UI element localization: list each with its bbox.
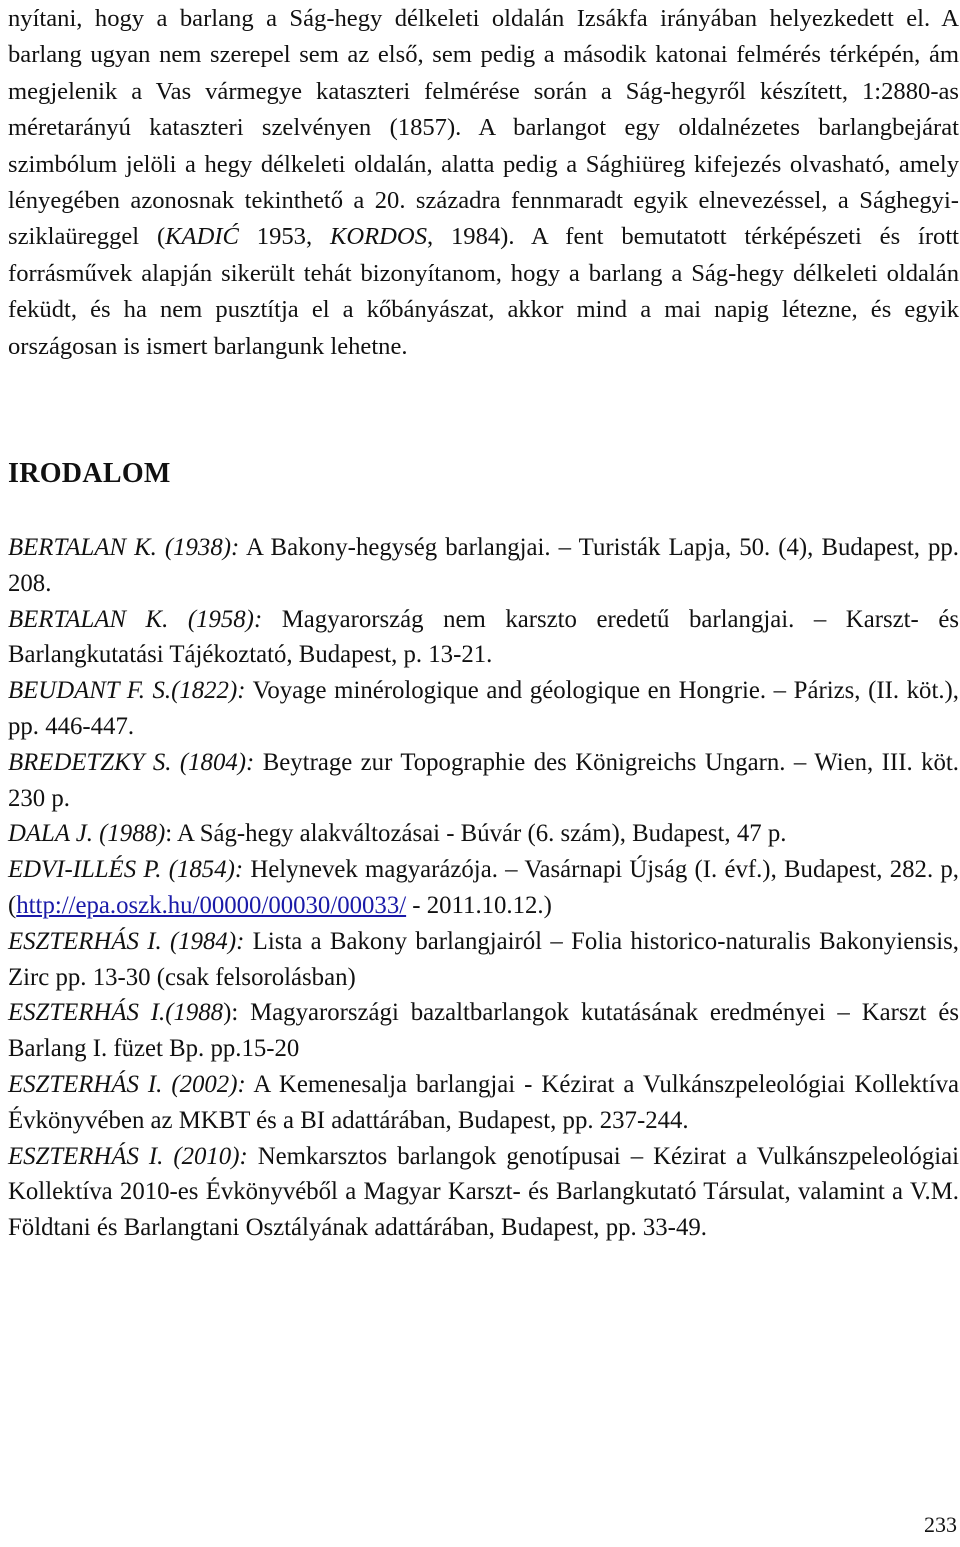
section-heading: IRODALOM — [8, 458, 171, 489]
reference-text: Helynevek magyarázója. – Vasárnapi Újság (I. évf.), Budapest, 282. p, ( — [8, 856, 960, 919]
reference-author: BERTALAN K. (1958): — [8, 605, 263, 633]
body-text-part: 1953, — [238, 223, 330, 251]
reference-author: BERTALAN K. (1938): — [8, 534, 240, 561]
page-number: 233 — [924, 1512, 957, 1537]
reference-author: ESZTERHÁS I. (2002): — [8, 1070, 246, 1098]
reference-text: Nemkarsztos barlangok genotípusai – Kézirat a Vulkánszpeleológiai Kollektíva 2010-es Évkönyvéből a Magyar Karszt- és Barlangkutató Társulat, valamint a V.M. Földtani és Barlangtani Osztályának adattárában, Budapest, pp. 33-49. — [8, 1142, 959, 1242]
reference-text: Lista a Bakony barlangjairól – Folia historico-naturalis Bakonyiensis, Zirc pp. 13-30 (csak felsorolásban) — [8, 927, 959, 991]
body-paragraph — [8, 0, 959, 365]
reference-text: - 2011.10.12.) — [406, 891, 552, 919]
reference-item — [8, 673, 959, 745]
body-text-part: , 1984). A fent bemutatott térképészeti és írott forrásművek alapján sikerült tehát bizonyítanom, hogy a barlang a Ság-hegy délkeleti oldalán feküdt, és ha nem pusztítja el a kőbányászat, akkor mind a mai napig létezne, és egyik országosan is ismert barlangunk lehetne. — [8, 223, 959, 360]
citation-author: KADIĆ — [165, 223, 239, 251]
reference-link[interactable]: http://epa.oszk.hu/00000/00030/00033/ — [16, 891, 407, 919]
reference-author: ESZTERHÁS I.(1988 — [8, 999, 224, 1027]
reference-text: Magyarország nem karszto eredetű barlangjai. – Karszt- és Barlangkutatási Tájékoztató, Budapest, p. 13-21. — [8, 605, 959, 669]
reference-author: BEUDANT F. S.(1822): — [8, 677, 246, 705]
reference-item — [8, 745, 959, 817]
reference-author: EDVI-ILLÉS P. (1854): — [8, 856, 244, 884]
reference-author: DALA J. (1988) — [8, 820, 166, 848]
reference-item — [8, 852, 959, 924]
reference-author: BREDETZKY S. (1804): — [8, 748, 255, 776]
reference-item — [8, 530, 959, 602]
citation-author: KORDOS — [329, 223, 427, 251]
reference-text: A Kemenesalja barlangjai - Kézirat a Vulkánszpeleológiai Kollektíva Évkönyvében az MKBT és a BI adattárában, Budapest, pp. 237-244. — [8, 1070, 959, 1134]
body-text-part: nyítani, hogy a barlang a Ság-hegy délkeleti oldalán Izsákfa irányában helyezkedett el. A barlang ugyan nem szerepel sem az első, sem pedig a második katonai felmérés térképén, ám megjelenik a Vas vármegye kataszteri felmérése során a Ság-hegyről készített, 1:2880-as méretarányú kataszteri szelvényen (1857). A barlangot egy oldalnézetes barlangbejárat szimbólum jelöli a hegy délkeleti oldalán, alatta pedig a Sághiüreg kifejezés olvasható, amely lényegében azonosnak tekinthető a 20. századra fennmaradt egyik elnevezéssel, a Sághegyi-sziklaüreggel ( — [8, 5, 959, 251]
reference-text: : A Ság-hegy alakváltozásai - Búvár (6. szám), Budapest, 47 p. — [165, 820, 787, 848]
reference-text: A Bakony-hegység barlangjai. – Turisták Lapja, 50. (4), Budapest, pp. 208. — [8, 534, 959, 597]
reference-item — [8, 995, 959, 1067]
reference-author: ESZTERHÁS I. (2010): — [8, 1142, 248, 1170]
reference-text: ): Magyarországi bazaltbarlangok kutatásának eredményei – Karszt és Barlang I. füzet Bp. pp.15-20 — [8, 999, 959, 1063]
reference-list — [8, 530, 959, 1246]
reference-author: ESZTERHÁS I. (1984): — [8, 927, 245, 955]
reference-item — [8, 602, 959, 674]
reference-item — [8, 1067, 959, 1139]
reference-item — [8, 924, 959, 996]
reference-text: Beytrage zur Topographie des Königreichs Ungarn. – Wien, III. köt. 230 p. — [8, 748, 959, 812]
reference-item — [8, 1139, 959, 1246]
reference-text: Voyage minérologique and géologique en Hongrie. – Párizs, (II. köt.), pp. 446-447. — [8, 677, 959, 740]
reference-item — [8, 816, 959, 852]
document-page — [8, 0, 960, 1537]
